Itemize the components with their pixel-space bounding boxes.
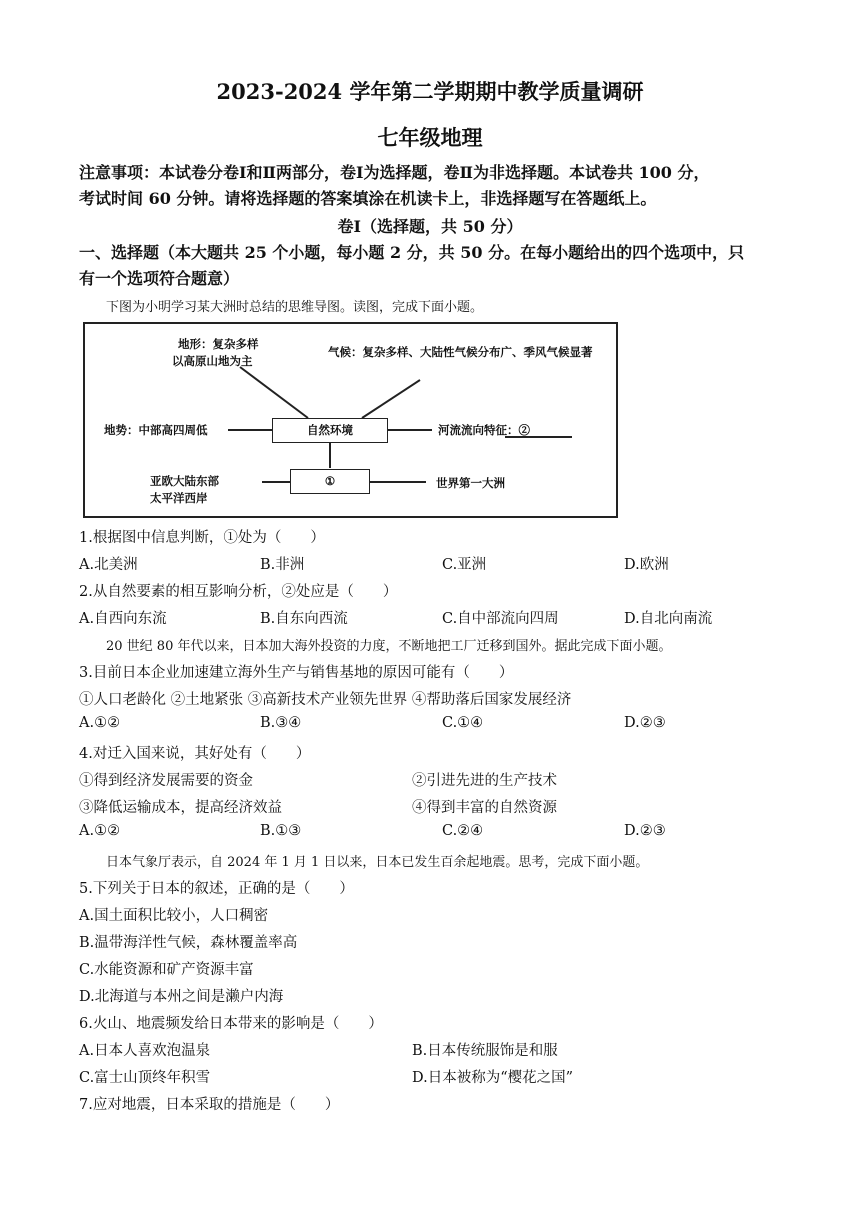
- q3-stem: 3.目前日本企业加速建立海外生产与销售基地的原因可能有（ ）: [79, 665, 514, 681]
- q6-option-a: A.日本人喜欢泡温泉: [79, 1043, 211, 1059]
- node-relief: 地势：中部高四周低: [104, 423, 208, 437]
- q7-stem: 7.应对地震，日本采取的措施是（ ）: [79, 1097, 340, 1113]
- q1-option-c: C.亚洲: [442, 557, 487, 573]
- node-terrain-1: 地形：复杂多样: [178, 337, 259, 351]
- q3-option-b: B.③④: [260, 715, 302, 731]
- q5-stem: 5.下列关于日本的叙述，正确的是（ ）: [79, 881, 354, 897]
- q4-item-3: ③降低运输成本，提高经济效益: [79, 800, 282, 816]
- q3-items: ①人口老龄化 ②土地紧张 ③高新技术产业领先世界 ④帮助落后国家发展经济: [79, 692, 572, 708]
- section-heading-line-1: 一、选择题（本大题共 25 个小题，每小题 2 分，共 50 分。在每小题给出的四个选项中，只: [79, 243, 745, 262]
- q6-stem: 6.火山、地震频发给日本带来的影响是（ ）: [79, 1016, 383, 1032]
- node-rivers: 河流流向特征：②: [438, 423, 530, 437]
- q6-option-d: D.日本被称为“樱花之国”: [412, 1070, 574, 1086]
- q4-item-2: ②引进先进的生产技术: [412, 773, 557, 789]
- q5-option-c: C.水能资源和矿产资源丰富: [79, 962, 254, 978]
- intro-japan-earthquake: 日本气象厅表示，自 2024 年 1 月 1 日以来，日本已发生百余起地震。思考，完成下面小题。: [106, 855, 649, 870]
- q4-stem: 4.对迁入国来说，其好处有（ ）: [79, 746, 311, 762]
- q3-option-a: A.①②: [79, 715, 121, 731]
- q2-option-d: D.自北向南流: [624, 611, 713, 627]
- q1-option-d: D.欧洲: [624, 557, 669, 573]
- node-terrain-2: 以高原山地为主: [172, 354, 253, 368]
- q2-option-b: B.自东向西流: [260, 611, 348, 627]
- q2-option-c: C.自中部流向四周: [442, 611, 559, 627]
- node-climate: 气候：复杂多样、大陆性气候分布广、季风气候显著: [328, 345, 593, 359]
- node-center: 自然环境: [272, 418, 388, 443]
- connector-terrain: [240, 367, 308, 418]
- node-largest: 世界第一大洲: [436, 476, 505, 490]
- exam-subtitle: 七年级地理: [377, 125, 483, 150]
- q2-option-a: A.自西向东流: [79, 611, 167, 627]
- q4-option-b: B.①③: [260, 823, 302, 839]
- intro-japan-investment: 20 世纪 80 年代以来，日本加大海外投资的力度，不断地把工厂迁移到国外。据此完成下面小题。: [106, 639, 672, 654]
- part-heading: 卷Ⅰ（选择题，共 50 分）: [337, 217, 523, 236]
- node-location-1: 亚欧大陆东部: [150, 474, 219, 488]
- q1-option-a: A.北美洲: [79, 557, 138, 573]
- q3-option-c: C.①④: [442, 715, 484, 731]
- notice-line-2: 考试时间 60 分钟。请将选择题的答案填涂在机读卡上，非选择题写在答题纸上。: [79, 189, 657, 208]
- q5-option-b: B.温带海洋性气候，森林覆盖率高: [79, 935, 298, 951]
- node-1: ①: [290, 469, 370, 494]
- q1-stem: 1.根据图中信息判断，①处为（ ）: [79, 530, 325, 546]
- q4-option-d: D.②③: [624, 823, 666, 839]
- q6-option-b: B.日本传统服饰是和服: [412, 1043, 558, 1059]
- q2-stem: 2.从自然要素的相互影响分析，②处应是（ ）: [79, 584, 398, 600]
- q4-option-c: C.②④: [442, 823, 484, 839]
- notice-line-1: 注意事项：本试卷分卷Ⅰ和Ⅱ两部分，卷Ⅰ为选择题，卷Ⅱ为非选择题。本试卷共 100 分，: [79, 163, 710, 182]
- q5-option-d: D.北海道与本州之间是濑户内海: [79, 989, 284, 1005]
- q1-option-b: B.非洲: [260, 557, 305, 573]
- section-heading-line-2: 有一个选项符合题意）: [79, 269, 240, 288]
- intro-mindmap: 下图为小明学习某大洲时总结的思维导图。读图，完成下面小题。: [106, 300, 484, 315]
- q4-option-a: A.①②: [79, 823, 121, 839]
- q4-item-4: ④得到丰富的自然资源: [412, 800, 557, 816]
- q3-option-d: D.②③: [624, 715, 666, 731]
- q6-option-c: C.富士山顶终年积雪: [79, 1070, 211, 1086]
- q4-item-1: ①得到经济发展需要的资金: [79, 773, 253, 789]
- q5-option-a: A.国土面积比较小，人口稠密: [79, 908, 269, 924]
- node-location-2: 太平洋西岸: [150, 491, 208, 505]
- connector-climate: [362, 380, 420, 418]
- exam-title: 2023-2024 学年第二学期期中教学质量调研: [216, 79, 644, 104]
